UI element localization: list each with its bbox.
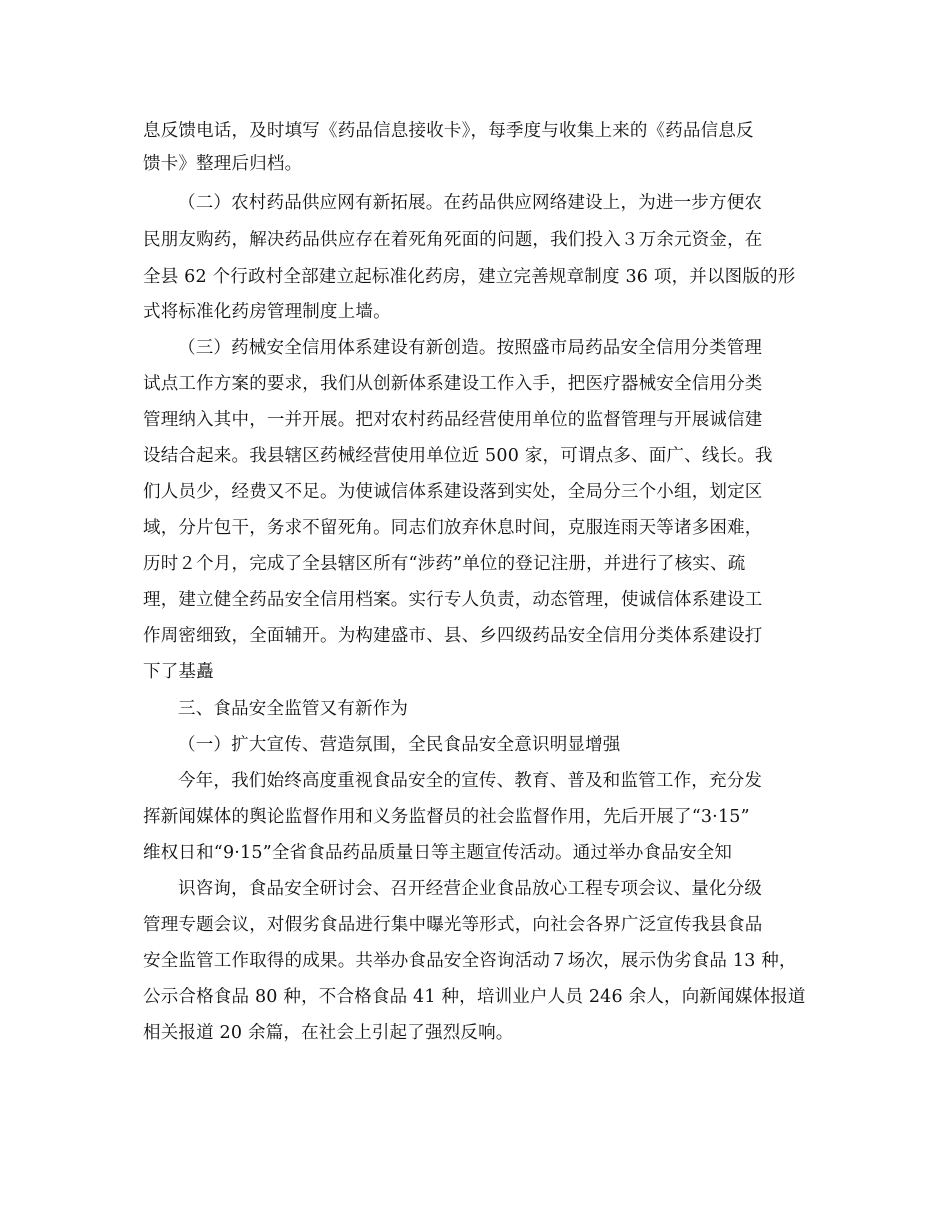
text-line: 管理纳入其中，一并开展。把对农村药品经营使用单位的监督管理与开展诚信建 [143, 410, 763, 430]
text-line: 理，建立健全药品安全信用档案。实行专人负责，动态管理，使诚信体系建设工 [143, 590, 763, 610]
text-line: 域，分片包干，务求不留死角。同志们放弃休息时间，克服连雨天等诸多困难， [143, 518, 763, 538]
text-line: 们人员少，经费又不足。为使诚信体系建设落到实处，全局分三个小组，划定区 [143, 482, 763, 502]
paragraph-heading: （三）药械安全信用体系建设有新创造。按照盛市局药品安全信用分类管理 [178, 338, 763, 358]
text-line: 历时２个月，完成了全县辖区所有“涉药”单位的登记注册，并进行了核实、疏 [143, 554, 746, 574]
text-line: 民朋友购药，解决药品供应存在着死角死面的问题，我们投入３万余元资金，在 [143, 230, 763, 250]
text-line: 作周密细致，全面辅开。为构建盛市、县、乡四级药品安全信用分类体系建设打 [143, 626, 763, 646]
subsection-heading: （一）扩大宣传、营造氛围，全民食品安全意识明显增强 [178, 735, 621, 755]
text-line: 相关报道 20 余篇，在社会上引起了强烈反响。 [143, 1023, 514, 1043]
paragraph-heading: （二）农村药品供应网有新拓展。在药品供应网络建设上，为进一步方便农 [178, 193, 763, 213]
text-line: 识咨询，食品安全研讨会、召开经营企业食品放心工程专项会议、量化分级 [178, 879, 763, 899]
text-line: 试点工作方案的要求，我们从创新体系建设工作入手，把医疗器械安全信用分类 [143, 374, 763, 394]
text-line: 下了基矗 [143, 662, 214, 682]
text-line: 维权日和“9·15”全省食品药品质量日等主题宣传活动。通过举办食品安全知 [143, 843, 733, 863]
text-line: 息反馈电话，及时填写《药品信息接收卡》，每季度与收集上来的《药品信息反 [143, 121, 754, 141]
text-line: 公示合格食品 80 种，不合格食品 41 种，培训业户人员 246 余人，向新闻媒体报道 [143, 987, 806, 1007]
text-line: 式将标准化药房管理制度上墙。 [143, 302, 391, 322]
text-line: 全县 62 个行政村全部建立起标准化药房，建立完善规章制度 36 项，并以图版的形 [143, 267, 796, 287]
text-line: 安全监管工作取得的成果。共举办食品安全咨询活动７场次，展示伪劣食品 13 种， [143, 951, 797, 971]
text-line: 今年，我们始终高度重视食品安全的宣传、教育、普及和监管工作，充分发 [178, 771, 763, 791]
section-heading: 三、食品安全监管又有新作为 [178, 699, 409, 719]
text-line: 设结合起来。我县辖区药械经营使用单位近 500 家，可谓点多、面广、线长。我 [143, 446, 773, 466]
text-line: 馈卡》整理后归档。 [143, 154, 303, 174]
text-line: 管理专题会议，对假劣食品进行集中曝光等形式，向社会各界广泛宣传我县食品 [143, 915, 763, 935]
text-line: 挥新闻媒体的舆论监督作用和义务监督员的社会监督作用，先后开展了“3·15” [143, 807, 750, 827]
